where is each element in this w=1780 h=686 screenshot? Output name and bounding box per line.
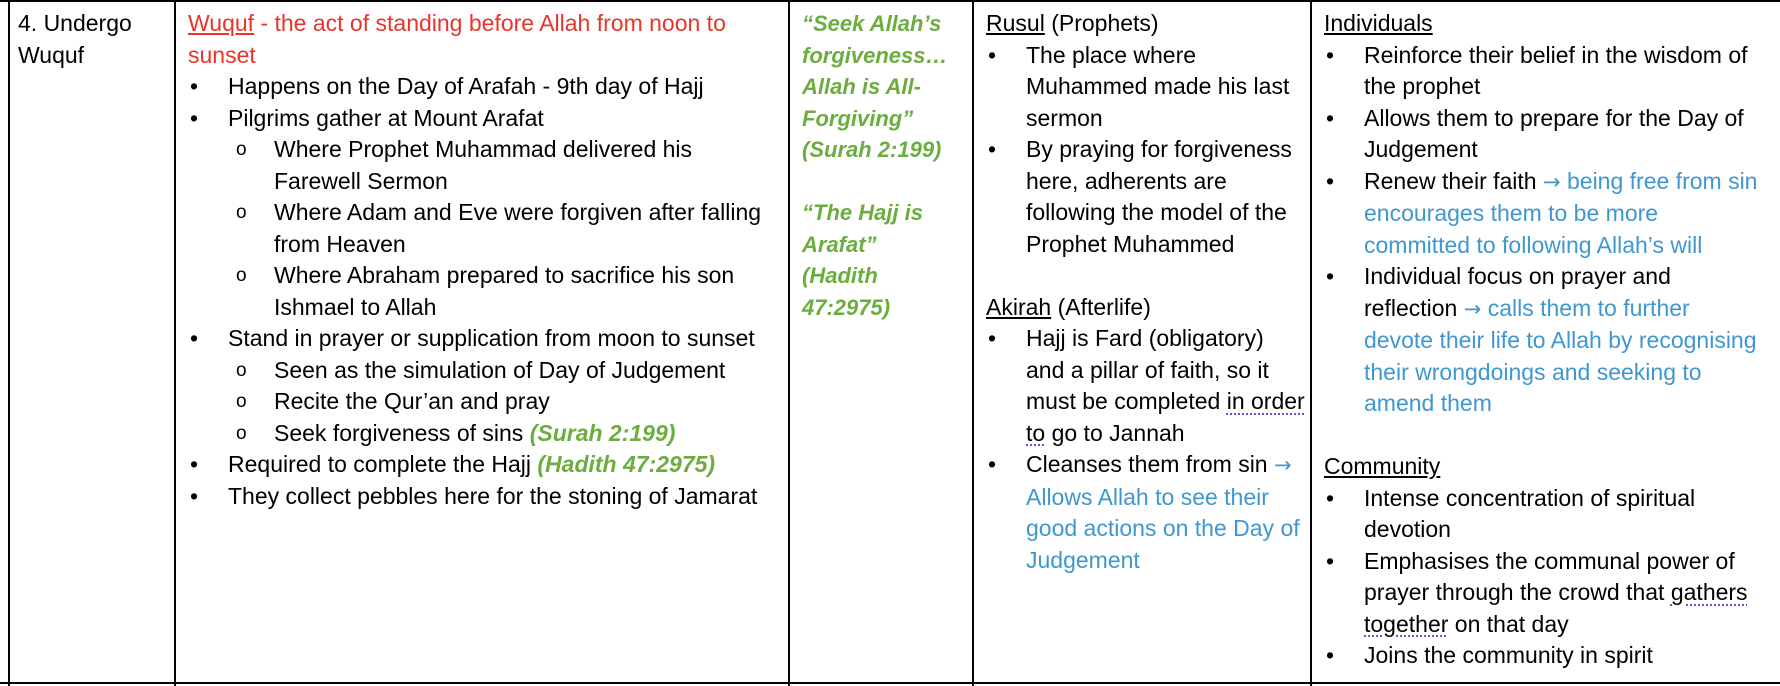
list-item: • Cleanses them from sin → Allows Allah to see their good actions on the Day of Judgement	[986, 449, 1306, 576]
arrow-icon: →	[1542, 169, 1561, 194]
wuquf-term: Wuquf	[188, 10, 255, 36]
quote-text: “Seek Allah’s forgiveness… Allah is All-Forgiving”	[802, 11, 948, 131]
column-divider	[1310, 0, 1312, 686]
list-item: • Required to complete the Hajj (Hadith 47:2975)	[188, 449, 783, 481]
description-list	[188, 71, 783, 512]
quote	[802, 8, 967, 166]
beliefs-cell	[986, 8, 1306, 576]
wuquf-definition: - the act of standing before Allah from noon to sunset	[188, 10, 726, 68]
sub-list-item: o Where Adam and Eve were forgiven after falling from Heaven	[188, 197, 783, 260]
akirah-heading: Akirah (Afterlife)	[986, 293, 1151, 320]
sub-list-item: o Seen as the simulation of Day of Judgement	[188, 355, 783, 387]
community-heading: Community	[1324, 453, 1441, 479]
list-item: • They collect pebbles here for the stoning of Jamarat	[188, 481, 783, 513]
list-item: • Renew their faith → being free from sin encourages them to be more committed to following Allah’s will	[1324, 166, 1764, 262]
akirah-list	[986, 323, 1306, 576]
list-item: • Allows them to prepare for the Day of Judgement	[1324, 103, 1764, 166]
list-item: • Happens on the Day of Arafah - 9th day of Hajj	[188, 71, 783, 103]
grammar-flag: gathers together	[1364, 579, 1748, 637]
table-border-top	[0, 0, 1780, 2]
list-item: • Individual focus on prayer and reflection → calls them to further devote their life to Allah by recognising their wrongdoings and seeking to amend them	[1324, 261, 1764, 420]
rusul-list	[986, 40, 1306, 261]
quote-reference: (Surah 2:199)	[802, 137, 942, 162]
definition	[188, 8, 783, 71]
surah-reference: (Surah 2:199)	[529, 419, 676, 446]
quote-reference: (Hadith 47:2975)	[802, 263, 891, 320]
grammar-flag: in order to	[1026, 388, 1305, 446]
column-divider	[788, 0, 790, 686]
list-item: • Pilgrims gather at Mount Arafat	[188, 103, 783, 135]
column-divider	[972, 0, 974, 686]
table-border-bottom	[0, 682, 1780, 684]
sub-list-item: o Where Prophet Muhammad delivered his Farewell Sermon	[188, 134, 783, 197]
description-cell	[188, 8, 783, 512]
list-item: • Emphasises the communal power of prayer through the crowd that gathers together on that day	[1324, 546, 1764, 641]
sub-list-item: o Recite the Qur’an and pray	[188, 386, 783, 418]
list-item: • By praying for forgiveness here, adherents are following the model of the Prophet Muhammed	[986, 134, 1306, 260]
stage-cell	[18, 8, 168, 71]
quote	[802, 197, 967, 323]
quote-text: “The Hajj is Arafat”	[802, 200, 924, 257]
table-border-left	[8, 0, 10, 686]
community-list	[1324, 483, 1764, 672]
column-divider	[174, 0, 176, 686]
list-item: • The place where Muhammed made his last sermon	[986, 40, 1306, 135]
list-item: • Joins the community in spirit	[1324, 640, 1764, 672]
list-item: • Stand in prayer or supplication from moon to sunset	[188, 323, 783, 355]
list-item: • Hajj is Fard (obligatory) and a pillar of faith, so it must be completed in order to go to Jannah	[986, 323, 1306, 449]
sub-list-item: o Seek forgiveness of sins (Surah 2:199)	[188, 418, 783, 450]
individuals-heading: Individuals	[1324, 10, 1433, 36]
list-item: • Intense concentration of spiritual devotion	[1324, 483, 1764, 546]
hadith-reference: (Hadith 47:2975)	[537, 451, 716, 477]
individuals-list	[1324, 40, 1764, 420]
stage-title: 4. Undergo Wuquf	[18, 10, 132, 68]
list-item: • Reinforce their belief in the wisdom of the prophet	[1324, 40, 1764, 103]
arrow-icon: →	[1463, 296, 1482, 321]
sub-list-item: o Where Abraham prepared to sacrifice his son Ishmael to Allah	[188, 260, 783, 323]
significance-cell	[1324, 8, 1764, 672]
quotes-cell	[802, 8, 967, 323]
arrow-icon: →	[1273, 453, 1292, 477]
rusul-heading: Rusul (Prophets)	[986, 10, 1159, 36]
